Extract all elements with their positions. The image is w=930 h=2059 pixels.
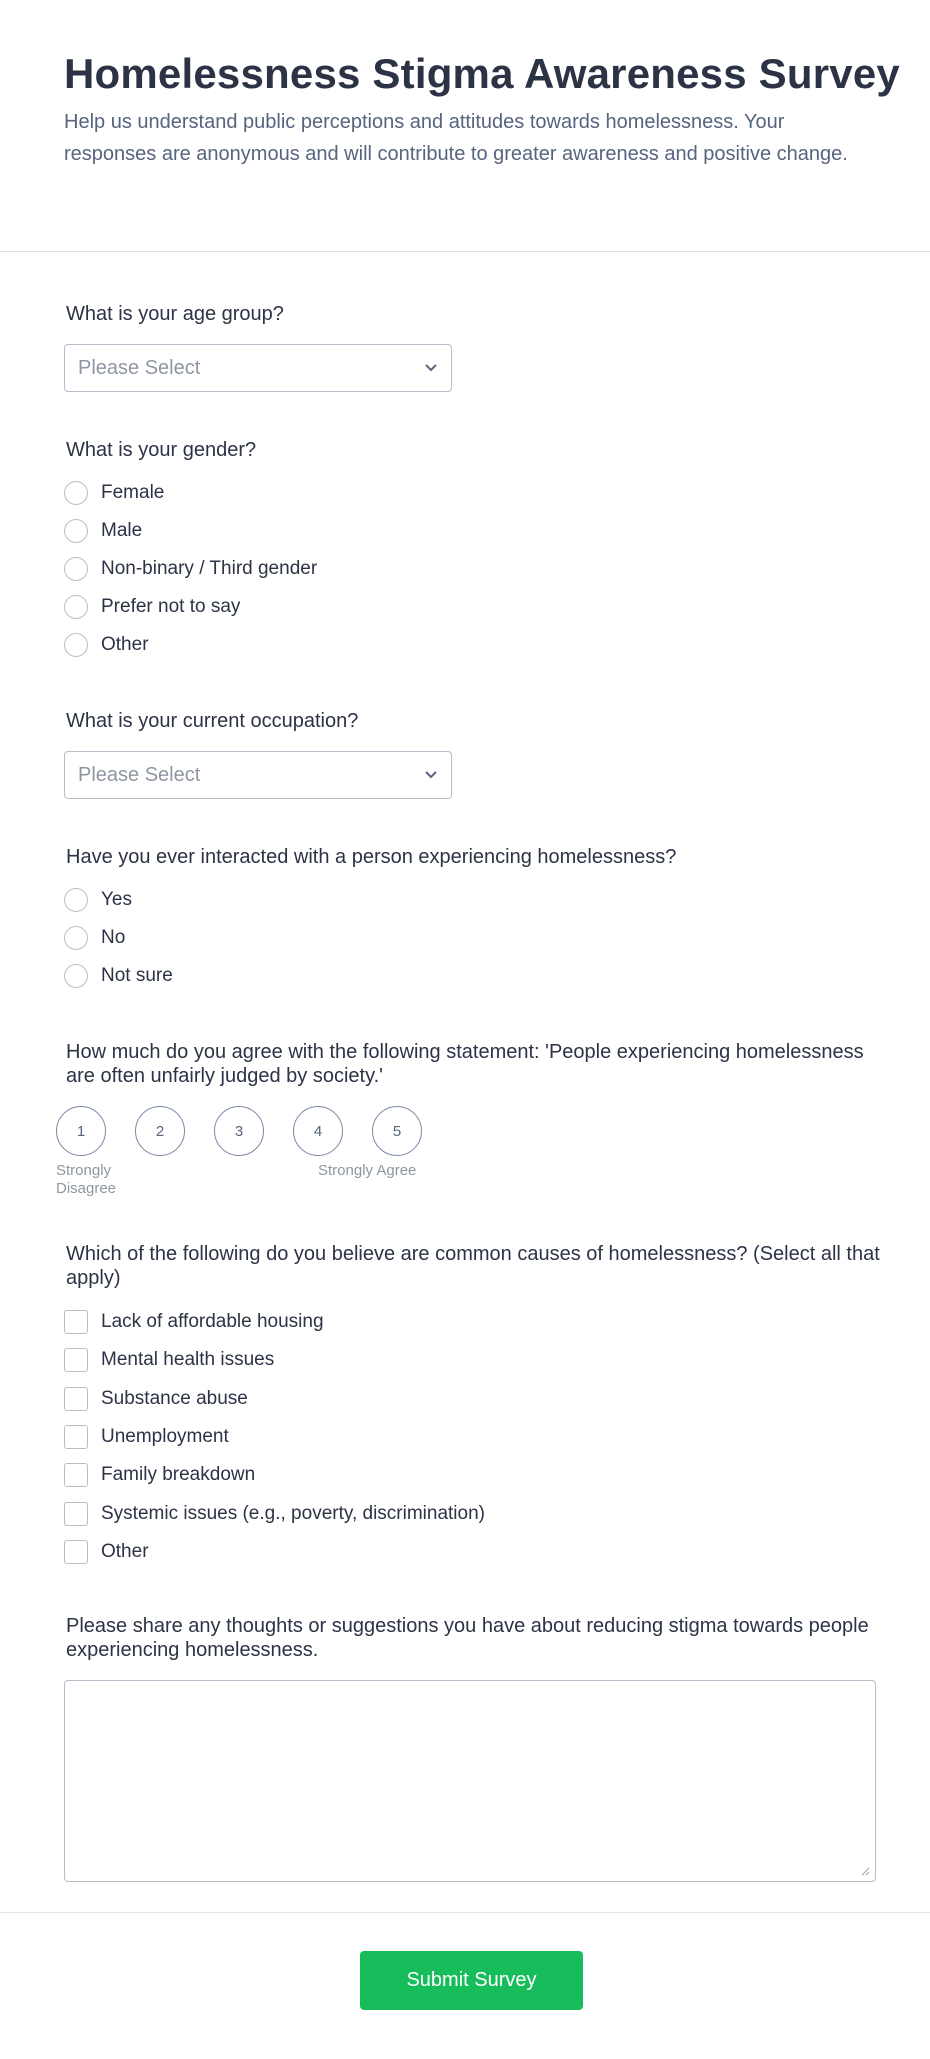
chevron-down-icon <box>423 766 439 782</box>
scale-option-3[interactable]: 3 <box>214 1106 264 1156</box>
radio-button[interactable] <box>64 481 88 505</box>
option-label: No <box>101 927 126 948</box>
age-select-placeholder: Please Select <box>78 357 201 379</box>
scale-option-5[interactable]: 5 <box>372 1106 422 1156</box>
option-label: Yes <box>101 889 132 910</box>
survey-header <box>0 0 930 252</box>
checkbox[interactable] <box>64 1502 88 1526</box>
radio-button[interactable] <box>64 633 88 657</box>
scale-option-1[interactable]: 1 <box>56 1106 106 1156</box>
checkbox[interactable] <box>64 1425 88 1449</box>
occupation-select[interactable] <box>64 751 452 799</box>
scale-option-2[interactable]: 2 <box>135 1106 185 1156</box>
causes-question-label: Which of the following do you believe are common causes of homelessness? (Select all that apply) <box>66 1243 880 1289</box>
submit-button[interactable]: Submit Survey <box>360 1951 583 2010</box>
option-label: Non-binary / Third gender <box>101 558 318 579</box>
option-label: Other <box>101 1541 149 1562</box>
occupation-question-label: What is your current occupation? <box>66 710 359 732</box>
option-label: Systemic issues (e.g., poverty, discrimination) <box>101 1503 485 1524</box>
radio-button[interactable] <box>64 595 88 619</box>
page-subtitle: Help us understand public perceptions and attitudes towards homelessness. Your responses are anonymous and will contribute to greater awareness and positive change. <box>64 111 848 165</box>
checkbox[interactable] <box>64 1387 88 1411</box>
agreement-question-label: How much do you agree with the following statement: 'People experiencing homelessness are often unfairly judged by society.' <box>66 1041 864 1087</box>
option-label: Family breakdown <box>101 1464 256 1485</box>
age-group-select[interactable] <box>64 344 452 392</box>
radio-button[interactable] <box>64 926 88 950</box>
checkbox[interactable] <box>64 1310 88 1334</box>
page-title: Homelessness Stigma Awareness Survey <box>64 50 900 97</box>
checkbox[interactable] <box>64 1463 88 1487</box>
option-label: Substance abuse <box>101 1388 248 1409</box>
resize-grip-icon[interactable] <box>860 1866 870 1876</box>
scale-low-label: Strongly Disagree <box>56 1162 117 1197</box>
radio-button[interactable] <box>64 964 88 988</box>
option-label: Mental health issues <box>101 1349 275 1370</box>
interaction-question-label: Have you ever interacted with a person experiencing homelessness? <box>66 846 677 868</box>
radio-button[interactable] <box>64 519 88 543</box>
option-label: Not sure <box>101 965 173 986</box>
option-label: Lack of affordable housing <box>101 1311 324 1332</box>
scale-option-4[interactable]: 4 <box>293 1106 343 1156</box>
option-label: Unemployment <box>101 1426 229 1447</box>
option-label: Prefer not to say <box>101 596 241 617</box>
checkbox[interactable] <box>64 1348 88 1372</box>
occupation-select-placeholder: Please Select <box>78 764 201 786</box>
scale-high-label: Strongly Agree <box>318 1162 417 1179</box>
chevron-down-icon <box>423 359 439 375</box>
gender-question-label: What is your gender? <box>66 439 257 461</box>
thoughts-textarea[interactable] <box>64 1680 876 1882</box>
option-label: Male <box>101 520 143 541</box>
checkbox[interactable] <box>64 1540 88 1564</box>
thoughts-question-label: Please share any thoughts or suggestions you have about reducing stigma towards people experiencing homelessness. <box>66 1615 869 1661</box>
age-question-label: What is your age group? <box>66 303 284 325</box>
radio-button[interactable] <box>64 557 88 581</box>
option-label: Other <box>101 634 149 655</box>
radio-button[interactable] <box>64 888 88 912</box>
option-label: Female <box>101 482 165 503</box>
